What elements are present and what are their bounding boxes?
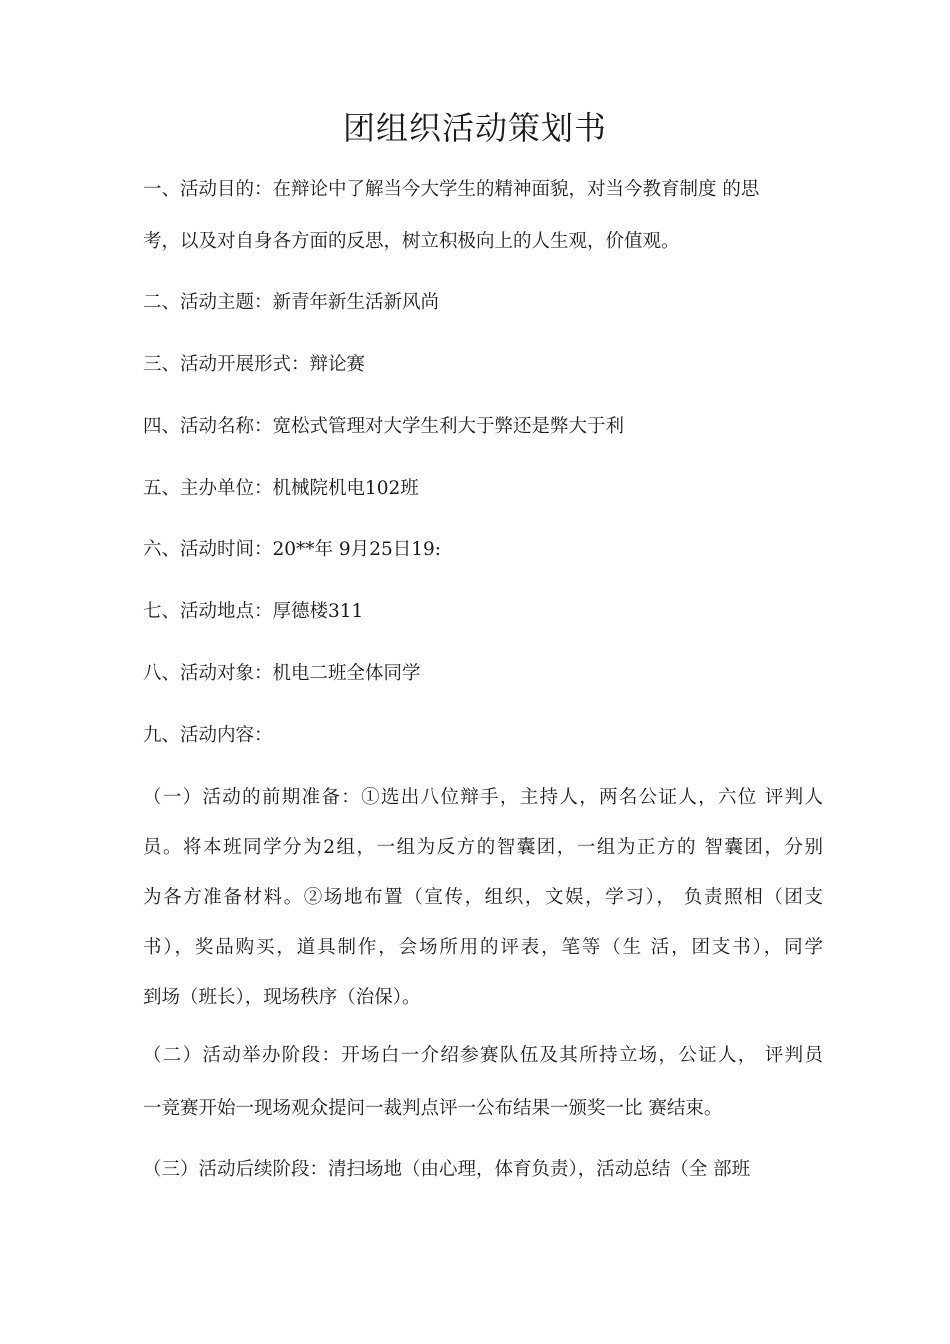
prep-line-3: 为各方准备材料。②场地布置（宣传，组织，文娱，学习）， 负责照相（团支 (143, 887, 823, 908)
purpose-line-1: 一、活动目的：在辩论中了解当今大学生的精神面貌，对当今教育制度 的思 (143, 179, 760, 200)
theme-line: 二、活动主题：新青年新生活新风尚 (143, 292, 440, 313)
purpose-line-2: 考，以及对自身各方面的反思，树立积极向上的人生观，价值观。 (143, 231, 680, 252)
document-title: 团组织活动策划书 (342, 109, 607, 147)
prep-line-5: 到场（班长），现场秩序（治保）。 (143, 987, 421, 1008)
location-line: 七、活动地点：厚德楼311 (143, 601, 364, 622)
event-line-1: （二）活动举办阶段：开场白一介绍参赛队伍及其所持立场，公证人， 评判员 (143, 1045, 823, 1066)
audience-line: 八、活动对象：机电二班全体同学 (143, 663, 421, 684)
format-line: 三、活动开展形式：辩论赛 (143, 354, 366, 375)
prep-line-2: 员。将本班同学分为2组，一组为反方的智囊团，一组为正方的 智囊团，分别 (143, 837, 823, 858)
organizer-line: 五、主办单位：机械院机电102班 (143, 478, 419, 499)
content-heading: 九、活动内容： (143, 725, 273, 746)
time-line: 六、活动时间：20**年 9月25日19: (143, 539, 442, 560)
event-line-2: 一竞赛开始一现场观众提问一裁判点评一公布结果一颁奖一比 赛结束。 (143, 1098, 723, 1119)
prep-line-4: 书），奖品购买，道具制作，会场所用的评表，笔等（生 活，团支书），同学 (143, 937, 823, 958)
prep-line-1: （一）活动的前期准备：①选出八位辩手，主持人，两名公证人，六位 评判人 (143, 787, 823, 808)
followup-line-1: （三）活动后续阶段：清扫场地（由心理，体育负责），活动总结（全 部班 (143, 1159, 751, 1180)
name-line: 四、活动名称：宽松式管理对大学生利大于弊还是弊大于利 (143, 416, 625, 437)
